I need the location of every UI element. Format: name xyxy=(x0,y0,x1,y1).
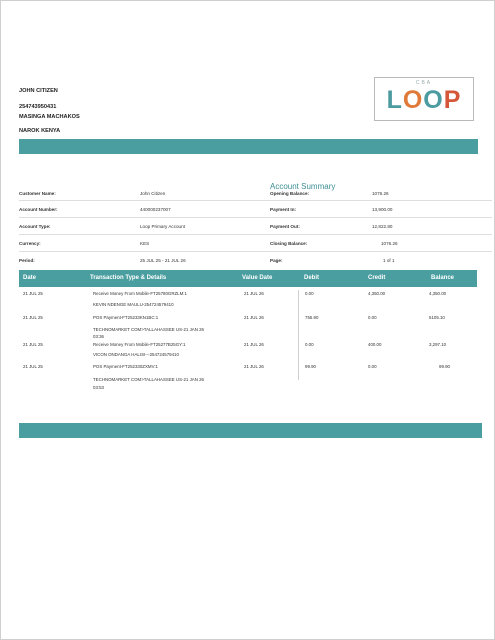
payment-out-label: Payment Out: xyxy=(270,224,300,229)
account-type-label: Account Type: xyxy=(19,224,51,229)
logo-top-text: CBA xyxy=(415,80,433,86)
row-balance: 99.90 xyxy=(439,364,450,369)
header-details: Transaction Type & Details xyxy=(90,275,167,281)
currency-label: Currency: xyxy=(19,241,41,246)
row-details-line2: KEVIN NDENGE MAULU-254724579410 xyxy=(93,302,174,307)
row-details-line1: POS Payment-FT252330ZXMV:1 xyxy=(93,364,158,369)
row-date: 21 JUL 25 xyxy=(23,315,43,320)
footer-divider-bar xyxy=(19,423,482,438)
logo-word: LOOP xyxy=(386,86,462,114)
customer-name: JOHN CITIZEN xyxy=(19,88,58,94)
header-credit: Credit xyxy=(368,275,386,281)
summary-row-divider xyxy=(19,251,492,252)
transactions-table-header xyxy=(19,270,477,287)
row-details-line2: TECHNOMARKET COM>TALLAHASSEE US-21 JAN 26 xyxy=(93,377,204,382)
row-value-date: 21 JUL 26 xyxy=(244,342,264,347)
page-value: 1 of 1 xyxy=(383,258,395,263)
bank-logo xyxy=(374,77,474,121)
payment-in-value: 13,900.00 xyxy=(372,207,393,212)
table-column-divider xyxy=(298,290,299,380)
row-balance: 5105.10 xyxy=(429,315,445,320)
row-date: 21 JUL 25 xyxy=(23,291,43,296)
row-details-line1: POS Payment-FT25233KN1BC:1 xyxy=(93,315,159,320)
row-credit: 0.00 xyxy=(368,364,377,369)
account-type-value: Loop Primary Account xyxy=(140,224,185,229)
header-date: Date xyxy=(23,275,37,281)
customer-address-line1: MASINGA MACHAKOS xyxy=(19,114,80,120)
opening-balance-label: Opening Balance: xyxy=(270,191,310,196)
row-date: 21 JUL 25 xyxy=(23,364,43,369)
row-details-line1: Receive Money From Mobile-FT25780GRZLM:1 xyxy=(93,291,187,296)
row-debit: 0.00 xyxy=(305,291,314,296)
summary-row-divider xyxy=(19,200,492,201)
opening-balance-value: 1076.26 xyxy=(372,191,389,196)
page-label: Page: xyxy=(270,258,283,263)
row-balance: 3,297.10 xyxy=(429,342,447,347)
summary-row-divider xyxy=(19,217,492,218)
customer-name-label: Customer Name: xyxy=(19,191,56,196)
row-date: 21 JUL 25 xyxy=(23,342,43,347)
row-value-date: 21 JUL 26 xyxy=(244,364,264,369)
row-credit: 0.00 xyxy=(368,315,377,320)
row-value-date: 21 JUL 26 xyxy=(244,291,264,296)
row-details-line2: TECHNOMARKET COM>TALLAHASSEE US-21 JAN 26 xyxy=(93,327,204,332)
account-number-label: Account Number: xyxy=(19,207,58,212)
account-summary-title: Account Summary xyxy=(270,182,336,191)
period-value: 25 JUL 25 - 21 JUL 26 xyxy=(140,258,186,263)
payment-out-value: 12,822.80 xyxy=(372,224,393,229)
row-balance: 4,350.00 xyxy=(429,291,447,296)
row-details-line3: 03:36 xyxy=(93,334,104,339)
header-value-date: Value Date xyxy=(242,275,273,281)
row-details-line3: 03:53 xyxy=(93,385,104,390)
summary-row-divider xyxy=(19,234,492,235)
row-details-line1: Receive Money From Mobile-FT25277B25GY:1 xyxy=(93,342,186,347)
header-balance: Balance xyxy=(431,275,455,281)
currency-value: KES xyxy=(140,241,150,246)
row-debit: 99.90 xyxy=(305,364,316,369)
period-label: Period: xyxy=(19,258,35,263)
header-debit: Debit xyxy=(304,275,319,281)
customer-phone: 254743950431 xyxy=(19,104,57,110)
row-credit: 4,350.00 xyxy=(368,291,386,296)
customer-address-line2: NAROK KENYA xyxy=(19,128,61,134)
row-debit: 0.00 xyxy=(305,342,314,347)
header-divider-bar xyxy=(19,139,478,154)
closing-balance-value: 1076.26 xyxy=(381,241,398,246)
customer-name-value: John Citizen xyxy=(140,191,166,196)
payment-in-label: Payment In: xyxy=(270,207,297,212)
row-value-date: 21 JUL 26 xyxy=(244,315,264,320)
row-debit: 755.90 xyxy=(305,315,319,320)
closing-balance-label: Closing Balance: xyxy=(270,241,308,246)
account-number-value: 440000237007 xyxy=(140,207,171,212)
row-credit: 400.00 xyxy=(368,342,382,347)
row-details-line2: VICON ONDANGA HALISI---254724579410 xyxy=(93,352,179,357)
